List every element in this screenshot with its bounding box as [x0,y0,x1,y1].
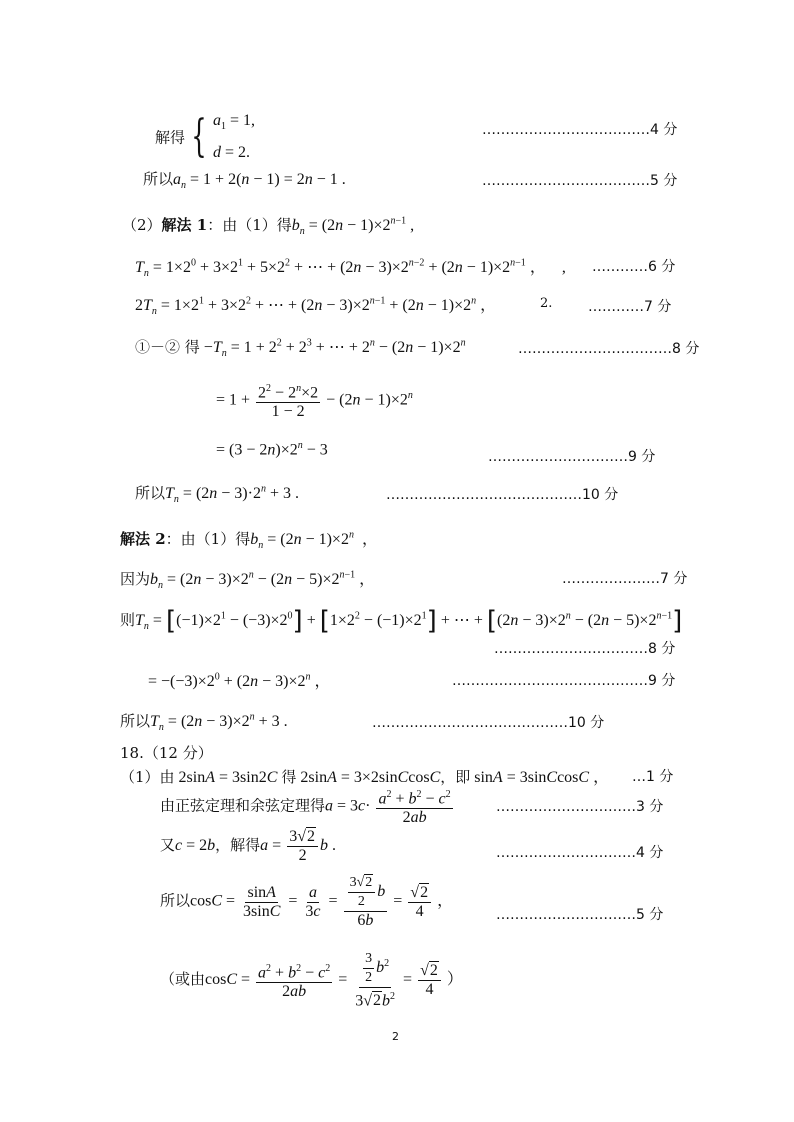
brace: { [191,111,207,163]
score-1: …1 分 [632,769,674,785]
score-9: …………………………9 分 [488,449,656,465]
subtract-line: ①－② 得 $-T_n = 1 + 2^2 + 2^3$ + ⋯ + $2^n - (2n - 1)\times 2^n$ [135,337,466,360]
alt-cosC: （或由cosC = $\frac{a^2 + b^2 - c^2}{2ab}$ = $\frac{3}{2}$ $b^2$ $3√2b^2$ = $\frac{√2}{4}$ ） [160,951,463,1010]
score-5b: …………………………5 分 [496,907,664,923]
Tn-result-1: 所以$T_n = (2n - 3)\cdot 2^n + 3$ . [135,483,299,506]
score-9b: ……………………………………9 分 [452,673,676,689]
score-3: …………………………3 分 [496,799,664,815]
score-8: ……………………………8 分 [518,341,700,357]
Tn-telescoping: 则$T_n = [(-1)\times 2^1 - (-3)\times 2^0] + [1\times 2^2 - (-1)\times 2^1]$ + ⋯ + $[(2n - 3)\times 2^n - (2n - 5)\times 2^{n-1}]$ [120,606,683,636]
method2: 解法 2：由（1）得$b_n = (2n - 1)\times 2^n$ ， [120,529,378,552]
label-jiede: 解得 [155,128,186,147]
solution-system [155,108,255,166]
an-formula: 所以$a_n = 1 + 2(n - 1) = 2n - 1$ . [143,170,346,192]
page-number: 2 [392,1030,399,1043]
c-relation: 又c = 2b，解得a = $\frac{3√2}{2}$ b . [160,828,336,864]
q18-header: 18.（12 分） [120,744,213,762]
score-10: ……………………………………10 分 [386,487,619,503]
geometric-sum: = 1 + $\frac{2^2 - 2^n\times 2}{1 - 2}$ − $(2n - 1)\times 2^n$ [216,380,413,421]
score-8b: ……………………………8 分 [494,641,676,657]
score-4b: …………………………4 分 [496,845,664,861]
score-10b: ……………………………………10 分 [372,715,605,731]
score-6: …………6 分 [592,259,676,275]
score-7b: …………………7 分 [562,571,688,587]
score-5: ………………………………5 分 [482,173,678,189]
cosC-line: 所以cosC = $\frac{\sin A}{3\sin C}$ = $\frac{a}{3c}$ = $\frac{3√2}{2}$ b 6b = $\frac{√2}{4}$ ， [160,875,454,929]
2Tn-sum: $2T_n = 1\times 2^1 + 3\times 2^2$ + ⋯ + $(2n - 3)\times 2^{n-1} + (2n - 1)\times 2^n$ ， [135,295,497,318]
part2-method1: （2）解法 1：由（1）得$b_n = (2n - 1)\times 2^{n-1}$ , [122,215,415,238]
q18-part1: （1）由 2sinA = 3sin2C 得 2sinA = 3×2sinCcosC，即 sinA = 3sinCcosC ， [120,768,610,786]
score-4: ………………………………4 分 [482,122,678,138]
telescoped: = $-(-3)\times 2^0 + (2n - 3)\times 2^n$ ， [148,671,331,690]
law-line: 由正弦定理和余弦定理得a = 3c· $\frac{a^2 + b^2 - c^2}{2ab}$ [160,786,455,827]
simplified: = $(3 - 2n)\times 2^n - 3$ [216,440,328,459]
bn-telescoping: 因为$b_n = (2n - 3)\times 2^n - (2n - 5)\times 2^{n-1}$ ， [120,569,376,592]
Tn-sum: $T_n = 1\times 2^0 + 3\times 2^1 + 5\times 2^2$ + ⋯ + $(2n - 3)\times 2^{n-2} + (2n - 1)\times 2^{n-1}$ ， , [135,257,566,280]
system-equations: $a_1 = 1$, d = 2. [213,112,256,162]
Tn-result-2: 所以$T_n = (2n - 3)\times 2^n + 3$ . [120,711,288,734]
score-7: …………7 分 [588,299,672,315]
stray-mark: 2. [540,296,553,311]
